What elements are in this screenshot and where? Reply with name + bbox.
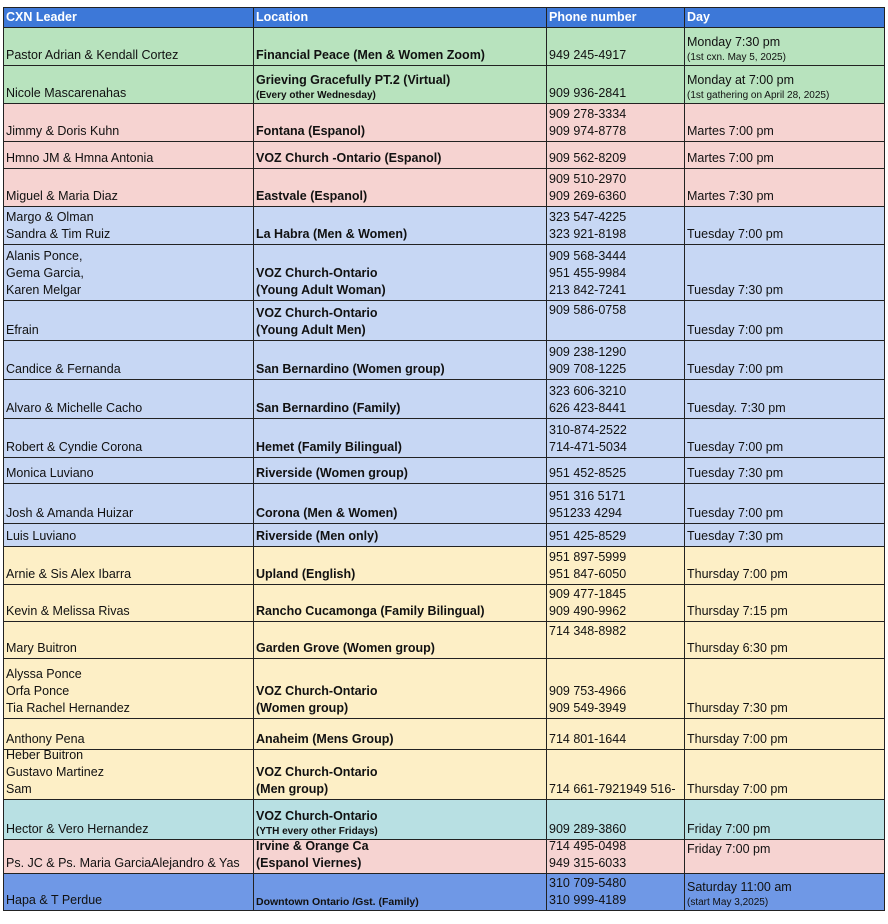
day-time: Tuesday 7:30 pm — [687, 466, 784, 480]
phone-cell — [546, 207, 684, 244]
location-text: VOZ Church-Ontario — [256, 266, 378, 280]
leader-cell — [3, 245, 253, 300]
location-text: Fontana (Espanol) — [256, 124, 366, 138]
leader-name: Nicole Mascarenahas — [6, 86, 127, 100]
location-text: Corona (Men & Women) — [256, 506, 398, 520]
location-text: VOZ Church -Ontario (Espanol) — [256, 151, 442, 165]
phone-number: 714 801-1644 — [549, 732, 627, 746]
table-row — [3, 874, 885, 911]
location-cell — [253, 104, 546, 141]
table-header-row — [3, 7, 885, 28]
location-text: VOZ Church-Ontario — [256, 684, 378, 698]
day-cell — [684, 800, 885, 839]
location-note: (YTH every other Fridays) — [256, 826, 378, 837]
location-cell — [253, 207, 546, 244]
leader-cell — [3, 66, 253, 103]
phone-number: 626 423-8441 — [549, 401, 627, 415]
phone-cell — [546, 28, 684, 65]
day-cell — [684, 719, 885, 749]
leader-name: Hector & Vero Hernandez — [6, 822, 149, 836]
location-cell — [253, 419, 546, 457]
leader-name: Pastor Adrian & Kendall Cortez — [6, 48, 179, 62]
day-cell — [684, 28, 885, 65]
day-time: Friday 7:00 pm — [687, 822, 771, 836]
phone-number: 951 455-9984 — [549, 266, 627, 280]
leader-cell — [3, 380, 253, 418]
phone-cell — [546, 800, 684, 839]
phone-number: 909 477-1845 — [549, 587, 627, 601]
leader-name: Robert & Cyndie Corona — [6, 440, 143, 454]
day-time: Thursday 6:30 pm — [687, 641, 788, 655]
leader-name: Heber Buitron — [6, 750, 84, 762]
location-cell — [253, 28, 546, 65]
phone-number: 951 452-8525 — [549, 466, 627, 480]
phone-number: 909 936-2841 — [549, 86, 627, 100]
table-row — [3, 419, 885, 458]
header-phone-number: Phone number — [546, 8, 684, 27]
phone-number: 909 238-1290 — [549, 345, 627, 359]
leader-cell — [3, 169, 253, 206]
table-row — [3, 380, 885, 419]
phone-number: 909 562-8209 — [549, 151, 627, 165]
phone-cell — [546, 301, 684, 340]
leader-cell — [3, 719, 253, 749]
day-time: Tuesday 7:30 pm — [687, 283, 784, 297]
location-cell — [253, 142, 546, 168]
table-row — [3, 750, 885, 800]
phone-number: 909 974-8778 — [549, 124, 627, 138]
location-text: Irvine & Orange Ca — [256, 840, 369, 853]
leader-cell — [3, 585, 253, 621]
location-text: Riverside (Men only) — [256, 529, 379, 543]
table-row — [3, 28, 885, 66]
phone-cell — [546, 419, 684, 457]
location-cell — [253, 800, 546, 839]
day-note: (start May 3,2025) — [687, 897, 769, 908]
day-cell — [684, 207, 885, 244]
leader-name: Alvaro & Michelle Cacho — [6, 401, 143, 415]
table-row — [3, 585, 885, 622]
phone-number: 951 425-8529 — [549, 529, 627, 543]
day-time: Thursday 7:00 pm — [687, 782, 788, 796]
header-day: Day — [684, 8, 885, 27]
location-text: Hemet (Family Bilingual) — [256, 440, 402, 454]
phone-number: 714 661-7921949 516- — [549, 782, 676, 796]
day-note: (1st cxn. May 5, 2025) — [687, 52, 786, 63]
day-cell — [684, 341, 885, 379]
phone-number: 310-874-2522 — [549, 423, 627, 437]
day-time: Tuesday 7:00 pm — [687, 506, 784, 520]
phone-number: 323 547-4225 — [549, 210, 627, 224]
phone-cell — [546, 142, 684, 168]
day-time: Tuesday. 7:30 pm — [687, 401, 786, 415]
location-cell — [253, 245, 546, 300]
leader-name: Karen Melgar — [6, 283, 82, 297]
day-cell — [684, 458, 885, 483]
location-text: Riverside (Women group) — [256, 466, 408, 480]
day-time: Friday 7:00 pm — [687, 842, 771, 856]
day-time: Thursday 7:30 pm — [687, 701, 788, 715]
leader-cell — [3, 207, 253, 244]
table-row — [3, 341, 885, 380]
phone-number: 951 316 5171 — [549, 489, 626, 503]
phone-cell — [546, 484, 684, 523]
table-row — [3, 301, 885, 341]
leader-cell — [3, 750, 253, 799]
phone-cell — [546, 458, 684, 483]
phone-number: 323 921-8198 — [549, 227, 627, 241]
table-row — [3, 169, 885, 207]
leader-cell — [3, 874, 253, 910]
day-time: Saturday 11:00 am — [687, 880, 792, 894]
leader-name: Gustavo Martinez — [6, 765, 104, 779]
leader-name: Ps. JC & Ps. Maria GarciaAlejandro & Yas — [6, 856, 240, 870]
location-text: Anaheim (Mens Group) — [256, 732, 394, 746]
day-cell — [684, 524, 885, 546]
table-row — [3, 66, 885, 104]
phone-number: 909 753-4966 — [549, 684, 627, 698]
location-text: Rancho Cucamonga (Family Bilingual) — [256, 604, 485, 618]
location-text: Financial Peace (Men & Women Zoom) — [256, 48, 485, 62]
leader-name: Miguel & Maria Diaz — [6, 189, 118, 203]
leader-cell — [3, 659, 253, 718]
location-cell — [253, 524, 546, 546]
day-cell — [684, 66, 885, 103]
phone-cell — [546, 840, 684, 873]
location-text: Upland (English) — [256, 567, 356, 581]
day-time: Thursday 7:15 pm — [687, 604, 788, 618]
table-row — [3, 484, 885, 524]
table-row — [3, 245, 885, 301]
location-cell — [253, 750, 546, 799]
day-cell — [684, 142, 885, 168]
phone-number: 951 897-5999 — [549, 550, 627, 564]
location-text: (Women group) — [256, 701, 349, 715]
phone-number: 951 847-6050 — [549, 567, 627, 581]
leader-name: Gema Garcia, — [6, 266, 84, 280]
location-cell — [253, 547, 546, 584]
leader-cell — [3, 28, 253, 65]
day-time: Tuesday 7:00 pm — [687, 362, 784, 376]
phone-number: 323 606-3210 — [549, 384, 627, 398]
day-cell — [684, 245, 885, 300]
leader-cell — [3, 104, 253, 141]
location-cell — [253, 622, 546, 658]
header-cxn-leader: CXN Leader — [3, 8, 253, 27]
leader-name: Orfa Ponce — [6, 684, 70, 698]
phone-number: 909 510-2970 — [549, 172, 627, 186]
leader-cell — [3, 800, 253, 839]
phone-number: 949 245-4917 — [549, 48, 627, 62]
day-cell — [684, 659, 885, 718]
phone-cell — [546, 547, 684, 584]
leader-name: Efrain — [6, 323, 39, 337]
phone-number: 949 315-6033 — [549, 856, 627, 870]
location-cell — [253, 169, 546, 206]
location-cell — [253, 719, 546, 749]
phone-number: 714 348-8982 — [549, 624, 627, 638]
leader-name: Margo & Olman — [6, 210, 94, 224]
location-cell — [253, 585, 546, 621]
day-cell — [684, 547, 885, 584]
table-row — [3, 840, 885, 874]
table-row — [3, 659, 885, 719]
phone-number: 909 708-1225 — [549, 362, 627, 376]
location-cell — [253, 341, 546, 379]
leader-cell — [3, 458, 253, 483]
leader-cell — [3, 524, 253, 546]
location-cell — [253, 874, 546, 910]
table-row — [3, 207, 885, 245]
table-row — [3, 547, 885, 585]
location-text: Grieving Gracefully PT.2 (Virtual) — [256, 73, 451, 87]
day-time: Tuesday 7:00 pm — [687, 440, 784, 454]
phone-number: 213 842-7241 — [549, 283, 627, 297]
phone-number: 909 568-3444 — [549, 249, 627, 263]
phone-cell — [546, 169, 684, 206]
phone-cell — [546, 719, 684, 749]
location-cell — [253, 458, 546, 483]
location-text: (Men group) — [256, 782, 329, 796]
phone-number: 909 549-3949 — [549, 701, 627, 715]
location-text: VOZ Church-Ontario — [256, 765, 378, 779]
day-cell — [684, 874, 885, 910]
day-time: Thursday 7:00 pm — [687, 732, 788, 746]
day-cell — [684, 840, 885, 873]
leader-name: Jimmy & Doris Kuhn — [6, 124, 120, 138]
day-time: Tuesday 7:00 pm — [687, 323, 784, 337]
phone-cell — [546, 341, 684, 379]
location-cell — [253, 301, 546, 340]
day-cell — [684, 622, 885, 658]
day-cell — [684, 484, 885, 523]
phone-number: 951233 4294 — [549, 506, 622, 520]
day-time: Martes 7:30 pm — [687, 189, 774, 203]
location-note: (Every other Wednesday) — [256, 90, 376, 101]
phone-number: 310 999-4189 — [549, 893, 627, 907]
leader-name: Tia Rachel Hernandez — [6, 701, 130, 715]
leader-name: Mary Buitron — [6, 641, 77, 655]
header-location: Location — [253, 8, 546, 27]
phone-cell — [546, 622, 684, 658]
location-text: VOZ Church-Ontario — [256, 306, 378, 320]
phone-cell — [546, 585, 684, 621]
day-time: Monday 7:30 pm — [687, 35, 781, 49]
day-time: Martes 7:00 pm — [687, 124, 774, 138]
leader-name: Sandra & Tim Ruiz — [6, 227, 111, 241]
phone-number: 714 495-0498 — [549, 840, 627, 853]
day-cell — [684, 301, 885, 340]
location-text: San Bernardino (Family) — [256, 401, 401, 415]
phone-number: 909 278-3334 — [549, 107, 627, 121]
day-note: (1st gathering on April 28, 2025) — [687, 90, 830, 101]
location-cell — [253, 840, 546, 873]
location-text: VOZ Church-Ontario — [256, 809, 378, 823]
leader-name: Josh & Amanda Huizar — [6, 506, 134, 520]
leader-name: Luis Luviano — [6, 529, 77, 543]
day-cell — [684, 104, 885, 141]
leader-cell — [3, 301, 253, 340]
leader-cell — [3, 622, 253, 658]
location-text: (Espanol Viernes) — [256, 856, 362, 870]
leader-name: Candice & Fernanda — [6, 362, 121, 376]
table-row — [3, 719, 885, 750]
leader-name: Sam — [6, 782, 32, 796]
location-text: (Young Adult Woman) — [256, 283, 386, 297]
leader-name: Hmno JM & Hmna Antonia — [6, 151, 154, 165]
leader-cell — [3, 547, 253, 584]
table-row — [3, 800, 885, 840]
location-cell — [253, 380, 546, 418]
day-time: Tuesday 7:00 pm — [687, 227, 784, 241]
location-cell — [253, 66, 546, 103]
table-row — [3, 458, 885, 484]
location-text: Eastvale (Espanol) — [256, 189, 368, 203]
table-row — [3, 524, 885, 547]
leader-name: Alanis Ponce, — [6, 249, 83, 263]
phone-cell — [546, 659, 684, 718]
phone-number: 310 709-5480 — [549, 876, 627, 890]
phone-number: 909 289-3860 — [549, 822, 627, 836]
day-cell — [684, 750, 885, 799]
location-cell — [253, 484, 546, 523]
phone-cell — [546, 874, 684, 910]
leader-name: Monica Luviano — [6, 466, 94, 480]
day-cell — [684, 169, 885, 206]
day-cell — [684, 419, 885, 457]
location-cell — [253, 659, 546, 718]
leader-name: Arnie & Sis Alex Ibarra — [6, 567, 132, 581]
location-text: San Bernardino (Women group) — [256, 362, 445, 376]
day-time: Monday at 7:00 pm — [687, 73, 795, 87]
table-row — [3, 622, 885, 659]
leader-name: Kevin & Melissa Rivas — [6, 604, 130, 618]
phone-number: 909 269-6360 — [549, 189, 627, 203]
day-time: Thursday 7:00 pm — [687, 567, 788, 581]
phone-number: 714-471-5034 — [549, 440, 627, 454]
phone-cell — [546, 750, 684, 799]
table-row — [3, 104, 885, 142]
phone-cell — [546, 66, 684, 103]
leader-cell — [3, 840, 253, 873]
day-time: Tuesday 7:30 pm — [687, 529, 784, 543]
phone-cell — [546, 104, 684, 141]
leader-name: Anthony Pena — [6, 732, 85, 746]
day-cell — [684, 585, 885, 621]
leader-cell — [3, 142, 253, 168]
phone-cell — [546, 380, 684, 418]
leader-cell — [3, 341, 253, 379]
table-row — [3, 142, 885, 169]
phone-cell — [546, 245, 684, 300]
location-text: La Habra (Men & Women) — [256, 227, 408, 241]
leader-cell — [3, 484, 253, 523]
phone-number: 909 490-9962 — [549, 604, 627, 618]
leader-cell — [3, 419, 253, 457]
day-time: Martes 7:00 pm — [687, 151, 774, 165]
leader-name: Alyssa Ponce — [6, 667, 82, 681]
location-text: Downtown Ontario /Gst. (Family) — [256, 896, 419, 908]
day-cell — [684, 380, 885, 418]
location-text: (Young Adult Men) — [256, 323, 366, 337]
phone-cell — [546, 524, 684, 546]
leader-name: Hapa & T Perdue — [6, 893, 103, 907]
location-text: Garden Grove (Women group) — [256, 641, 435, 655]
phone-number: 909 586-0758 — [549, 303, 627, 317]
